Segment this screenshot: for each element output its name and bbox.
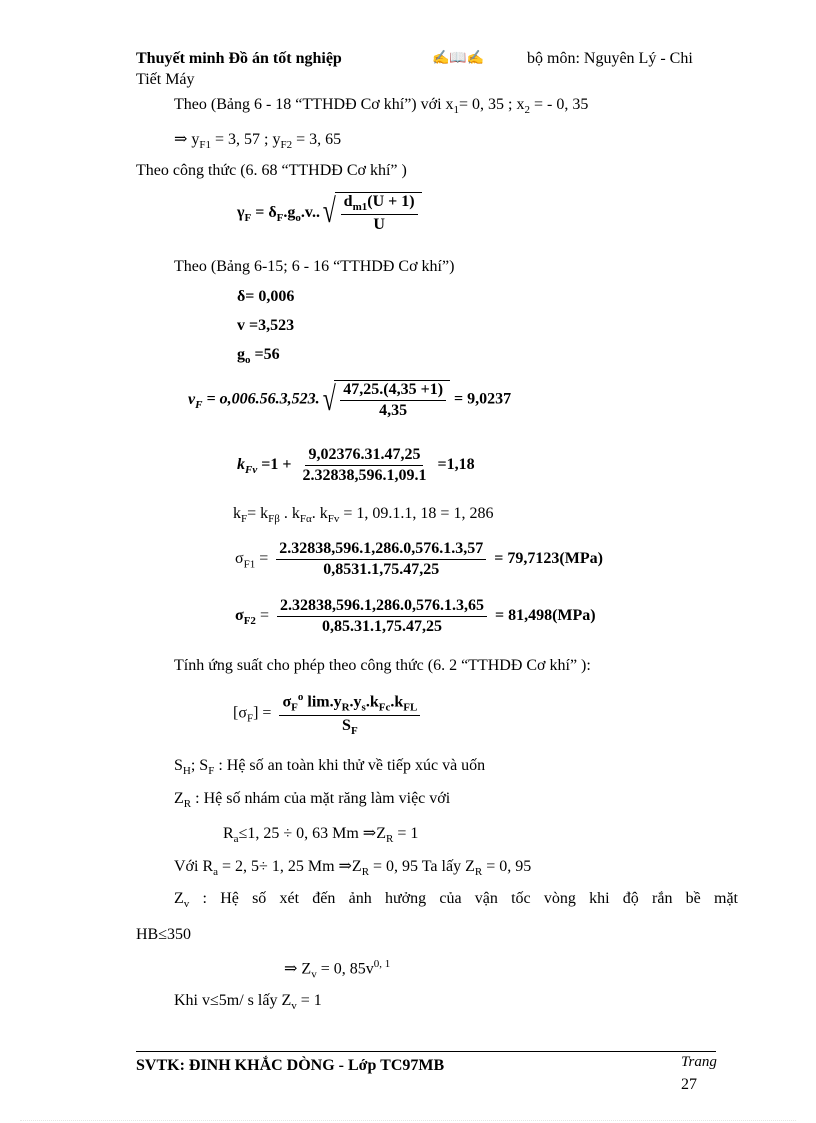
delta-value: δ= 0,006	[237, 288, 295, 305]
page-number: 27	[681, 1076, 697, 1093]
header-title: Thuyết minh Đồ án tốt nghiệp	[136, 50, 342, 67]
footer-author: SVTK: ĐINH KHẮC DÒNG - Lớp TC97MB	[136, 1057, 445, 1074]
allowable-stress-intro: Tính ứng suất cho phép theo công thức (6. 2 “TTHDĐ Cơ khí” ):	[174, 657, 591, 674]
footer-trang-label: Trang	[681, 1054, 717, 1070]
nu-f-equation: $\nu_F = o,006.56.3,523$. √ $\frac{47,25.(4,35 +1)}{4,35}$ = 9,0237	[188, 381, 512, 419]
allowable-stress-equation: $[\sigma_F]$ = $\frac{\sigma_F^o \lim.y_R.y_s.k_{Fc}.k_{FL}}{S_F}$	[233, 691, 424, 737]
header-department-cont: Tiết Máy	[136, 71, 195, 88]
k-f-product-line: $k_F= k_{F\beta}$ . $k_{F\alpha}$. $k_{Fv} = 1$, 09.1.1, 18 = 1, 286	[233, 505, 494, 526]
roughness-range-1: $R_a\le 1$, 25 ÷ 0, 63 Mm $\Rightarrow Z_R = 1$	[223, 825, 419, 846]
sigma-f1-equation: $\sigma_{F1}$ = $\frac{2.32838,596.1,286.0,576.1.3,57}{0,8531.1,75.47,25}$ = 79,7123(MPa)	[235, 540, 603, 578]
table-reference-line: Theo (Bảng 6 - 18 “TTHDĐ Cơ khí”) với $x_1= 0$, 35 ; $x_2$ = - 0, 35	[174, 96, 589, 117]
bottom-dotted-border	[20, 1120, 796, 1121]
zv-condition: Khi v≤5m/ s lấy $Z_v = 1$	[174, 992, 322, 1013]
velocity-factor-line: $Z_v$ : Hệ số xét đến ảnh hưởng của vận tốc vòng khi độ rắn bề mặt	[174, 890, 738, 911]
form-factor-values: ⇒ $y_{F1} = 3$, 57 ; $y_{F2} = 3$, 65	[174, 131, 342, 152]
header-department: bộ môn: Nguyên Lý - Chi	[527, 50, 693, 67]
k-fv-equation: $k_{Fv} =1$ + $\frac{9,02376.31.47,25}{2.32838,596.1,09.1}$ =1,18	[237, 446, 475, 484]
g0-value: $g_o =56$	[237, 346, 280, 367]
zv-formula: ⇒ $Z_v = 0$, $85v^{0, 1}$	[284, 958, 391, 981]
roughness-factor-line: $Z_R$ : Hệ số nhám của mặt răng làm việc với	[174, 790, 451, 811]
sigma-f2-equation: $\sigma_{F2}$ = $\frac{2.32838,596.1,286.0,576.1.3,65}{0,85.31.1,75.47,25}$ = 81,498(MPa)	[235, 597, 596, 635]
velocity-value: v =3,523	[237, 317, 295, 334]
footer-divider	[136, 1051, 716, 1052]
gamma-f-equation: $\gamma_F = \delta_F.g_o.v$.. √ $\frac{d_{m1}(U + 1)}{U}$	[237, 192, 422, 234]
safety-factor-line: $S_H$; $S_F$ : Hệ số an toàn khi thử về tiếp xúc và uốn	[174, 757, 486, 778]
roughness-range-2: Với $R_a = 2$, 5÷ 1, 25 Mm $\Rightarrow Z_R = 0$, 95 Ta lấy $Z_R = 0$, 95	[174, 858, 532, 879]
table-reference-line-2: Theo (Bảng 6-15; 6 - 16 “TTHDĐ Cơ khí”)	[174, 258, 455, 275]
formula-reference-line: Theo công thức (6. 68 “TTHDĐ Cơ khí” )	[136, 162, 407, 179]
hardness-condition: HB≤350	[136, 926, 192, 943]
book-ornament-icon: ✍📖✍	[432, 51, 485, 66]
